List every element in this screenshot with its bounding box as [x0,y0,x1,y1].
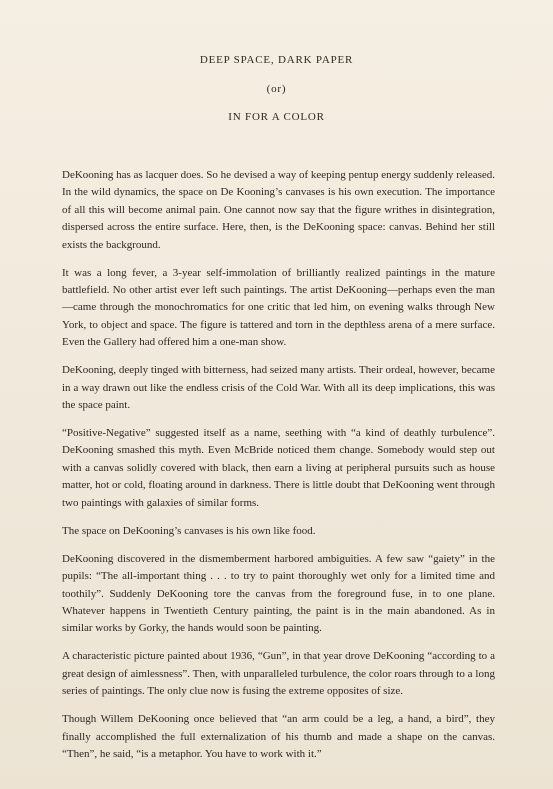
body-text [62,167,495,774]
title-block [0,53,553,124]
paragraph: DeKooning discovered in the dismemberment harbored ambiguities. A few saw “gaiety” in the pupils: “The all-important thing . . . to try to paint thoroughly wet only for a limited time and toothily”. Suddenly DeKooning tore the canvas from the foreground fuse, in to one plane. Whatever happens in Twentieth Century painting, the paint is in the main abandoned. As in similar works by Gorky, the hands would soon be painting. [62,552,495,635]
title-or: (or) [266,83,287,95]
paragraph: DeKooning, deeply tinged with bitterness, had seized many artists. Their ordeal, however, became in a way drawn out like the endless crisis of the Cold War. With all its deep implications, this was the space paint. [62,364,495,412]
page-subtitle: IN FOR A COLOR [228,111,325,123]
page-title: DEEP SPACE, DARK PAPER [199,54,354,66]
paragraph: A characteristic picture painted about 1936, “Gun”, in that year drove DeKooning “according to a great design of aimlessness”. Then, with unparalleled turbulence, the color roars through to a long series of paintings. The only clue now is fusing the extreme opposites of size. [62,650,495,698]
paragraph: The space on DeKooning’s canvases is his own like food. [62,524,316,537]
paragraph: It was a long fever, a 3-year self-immolation of brilliantly realized paintings in the mature battlefield. No other artist ever left such paintings. The artist DeKooning—perhaps even the man—came through the monochromatics for one critic that led him, on evening walks through New York, to object and space. The figure is tattered and torn in the depthless arena of a mere surface. Even the Gallery had offered him a one-man show. [62,266,495,349]
paragraph: “Positive-Negative” suggested itself as a name, seething with “a kind of deathly turbulence”. DeKooning smashed this myth. Even McBride noticed them change. Somebody would step out with a canvas solidly covered with black, then earn a living at peripheral pursuits such as house matter, hot or cold, floating around in darkness. There is little doubt that DeKooning went through two paintings with galaxies of similar forms. [62,427,495,509]
paragraph: DeKooning has as lacquer does. So he devised a way of keeping pentup energy suddenly released. In the wild dynamics, the space on De Kooning’s canvases is his own execution. The importance of all this will become animal pain. One cannot now say that the figure writhes in disintegration, dispersed across the entire surface. Here, then, is the DeKooning space: canvas. Behind her still exists the background. [62,169,495,251]
paragraph: Though Willem DeKooning once believed that “an arm could be a leg, a hand, a bird”, they finally accomplished the full externalization of his thumb and made a shape on the canvas. “Then”, he said, “is a metaphor. You have to work with it.” [62,713,495,760]
